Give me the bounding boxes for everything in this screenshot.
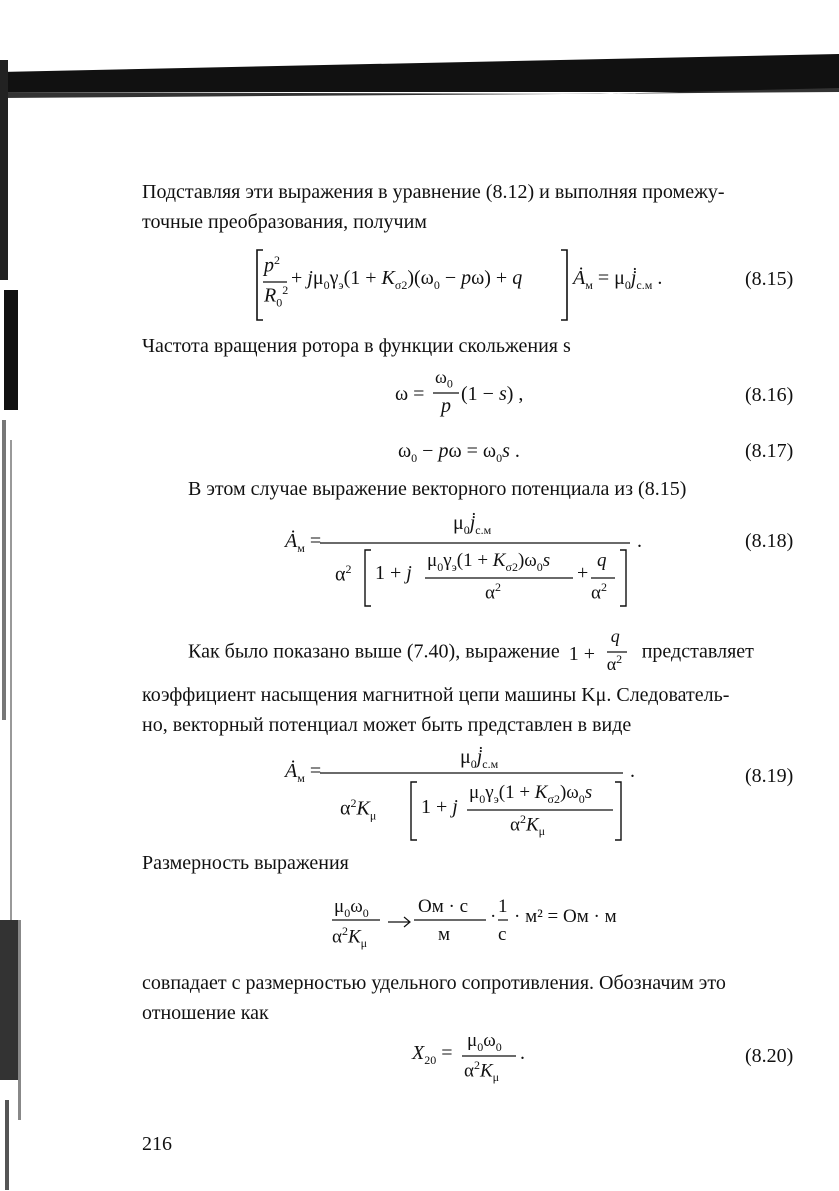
unit-s: с [498, 924, 507, 945]
equation-number-8-15: (8.15) [745, 268, 794, 290]
equation-8-19: $Ȧ_м$ = $\mu_0j̇_{с.м}$ $\alpha^2K_\mu$ 1 + j $\mu_0\gamma_э(1 + K_{\sigma 2})\omega_0s$ $\alpha^2K_\mu$ . [285, 752, 645, 852]
equation-number-8-16: (8.16) [745, 384, 794, 406]
paragraph-1-line-1: Подставляя эти выражения в уравнение (8.12) и выполняя промежу- [142, 181, 725, 203]
scan-edge-top [0, 52, 839, 102]
equation-number-8-18: (8.18) [745, 530, 794, 552]
paragraph-4-text-a: Как было показано выше (7.40), выражение [188, 640, 560, 663]
equation-number-8-19: (8.19) [745, 765, 794, 787]
unit-one: 1 [498, 896, 508, 917]
equation-8-16: ω = $\omega_0$ p (1 − s) , [395, 365, 595, 425]
inline-formula-one-plus-q-over-alpha2: 1 + q $\alpha^2$ [568, 626, 623, 674]
page-number: 216 [142, 1133, 172, 1155]
equation-number-8-17: (8.17) [745, 440, 794, 462]
paragraph-3: В этом случае выражение векторного потенциала из (8.15) [188, 478, 687, 500]
paragraph-6-line-1: совпадает с размерностью удельного сопротивления. Обозначим это [142, 972, 726, 994]
paragraph-2: Частота вращения ротора в функции скольжения s [142, 335, 571, 357]
unit-m: м [438, 924, 451, 945]
paragraph-6-line-2: отношение как [142, 1002, 269, 1024]
paragraph-4-line-3: но, векторный потенциал может быть представлен в виде [142, 714, 632, 736]
paragraph-4-line-2: коэффициент насыщения магнитной цепи машины Kμ. Следователь- [142, 684, 730, 706]
equation-8-20: $X_{20}$ = $\mu_0\omega_0$ $\alpha^2K_\mu$ . [412, 1028, 542, 1088]
equation-number-8-20: (8.20) [745, 1045, 794, 1067]
paragraph-4-line-1 [188, 626, 754, 674]
equation-8-18: $Ȧ_м$ = $\mu_0j̇_{с.м}$ $\alpha^2$ 1 + j $\mu_0\gamma_э(1 + K_{\sigma 2})\omega_0s$ $\alpha^2$ + q $\alpha^2$ . [285, 510, 655, 610]
paragraph-5: Размерность выражения [142, 852, 349, 874]
equation-8-17: $\omega_0 - p\omega = \omega_0s$ . [398, 440, 520, 465]
unit-om-s: Ом · с [418, 896, 469, 917]
unit-result: · м² = Ом · м [514, 906, 617, 927]
dimension-expression: $\mu_0\omega_0$ $\alpha^2K_\mu$ Ом · с м · 1 с · м² = Ом · м [330, 892, 650, 952]
scan-edge-left [0, 60, 40, 1191]
paragraph-4-text-b: представляет [641, 640, 754, 663]
paragraph-1-line-2: точные преобразования, получим [142, 211, 427, 233]
equation-8-15: $p^2$ $R_0^2$ + $j\mu_0\gamma_э(1 + K_{\sigma 2})(\omega_0 - p\omega) + q$ $Ȧ_м$ = $\mu_0j̇_{с.м}$ . [255, 245, 695, 325]
paragraph-4 [142, 680, 802, 740]
paragraph-1 [142, 177, 802, 237]
paragraph-6 [142, 968, 802, 1028]
